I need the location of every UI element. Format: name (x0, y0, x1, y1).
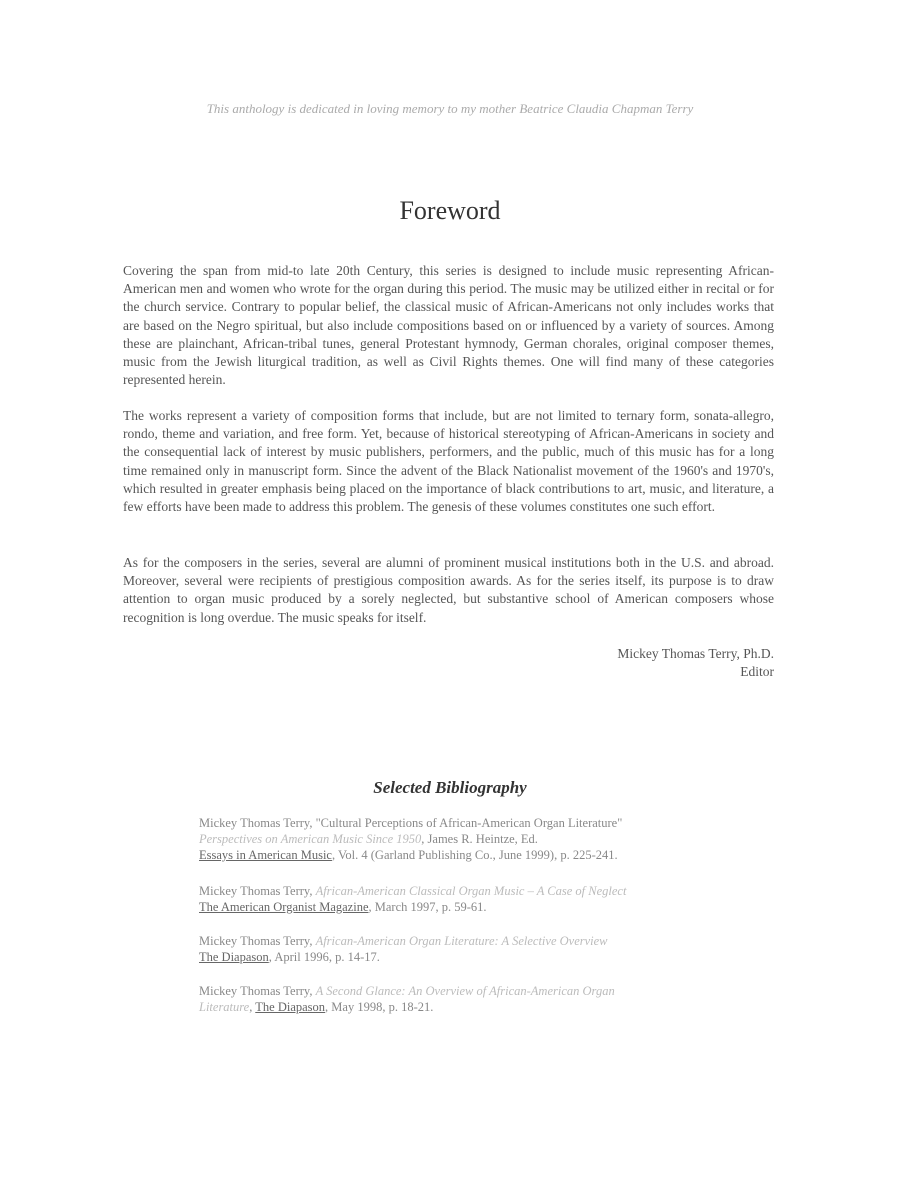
bib-entry-2-title: African-American Classical Organ Music – A Case of Neglect (315, 884, 627, 898)
bib-entry-1-line-3 (199, 847, 689, 863)
bib-entry-4-publication: The Diapason (255, 1000, 326, 1014)
bib-entry-1-details: , Vol. 4 (Garland Publishing Co., June 1999), p. 225-241. (331, 848, 618, 862)
bibliography-entry-3 (199, 933, 689, 965)
bib-entry-4-sep: , (249, 1000, 256, 1014)
dedication-line: This anthology is dedicated in loving memory to my mother Beatrice Claudia Chapman Terry (206, 101, 694, 116)
bib-entry-4-line-1 (199, 983, 689, 999)
signature-name: Mickey Thomas Terry, Ph.D. (617, 646, 774, 661)
bib-entry-1-editor: , James R. Heintze, Ed. (421, 832, 538, 846)
bib-entry-4-line-2 (199, 999, 689, 1015)
bib-entry-3-author: Mickey Thomas Terry, (199, 934, 316, 948)
bibliography-entry-2 (199, 883, 689, 915)
bib-entry-2-publication: The American Organist Magazine (199, 900, 369, 914)
bib-entry-1-line-1: Mickey Thomas Terry, "Cultural Perceptions of African-American Organ Literature" (199, 816, 623, 830)
bib-entry-3-title: African-American Organ Literature: A Selective Overview (315, 934, 608, 948)
page-title: Foreword (399, 196, 501, 225)
bib-entry-3-details: , April 1996, p. 14-17. (268, 950, 380, 964)
bib-entry-2-author: Mickey Thomas Terry, (199, 884, 316, 898)
foreword-paragraph-2: The works represent a variety of composition forms that include, but are not limited to ternary form, sonata-allegro, rondo, theme and variation, and free form. Yet, because of historical stereotyping of African-Americans in society and the consequential lack of interest by music publishers, performers, and the public, much of this music has for a long time remained only in manuscript form. Since the advent of the Black Nationalist movement of the 1960's and 1970's, which resulted in greater emphasis being placed on the importance of black contributions to art, music, and literature, a few efforts have been made to address this problem. The genesis of these volumes constitutes one such effort. (123, 408, 774, 515)
bib-entry-4-details: , May 1998, p. 18-21. (325, 1000, 434, 1014)
bib-entry-2-line-1 (199, 883, 689, 899)
foreword-paragraph-3: As for the composers in the series, several are alumni of prominent musical institutions both in the U.S. and abroad. Moreover, several were recipients of prestigious composition awards. As for the series itself, its purpose is to draw attention to organ music produced by a sorely neglected, but substantive school of American composers whose recognition is long overdue. The music speaks for itself. (123, 555, 774, 625)
bibliography-entry-4 (199, 983, 689, 1015)
bibliography-entry-1 (199, 815, 689, 863)
signature-role: Editor (740, 664, 774, 679)
bib-entry-3-line-1 (199, 933, 689, 949)
bib-entry-2-details: , March 1997, p. 59-61. (368, 900, 487, 914)
bibliography-title: Selected Bibliography (373, 778, 527, 797)
bib-entry-3-line-2 (199, 949, 689, 965)
bib-entry-4-title: A Second Glance: An Overview of African-American Organ (315, 984, 615, 998)
foreword-paragraph-1: Covering the span from mid-to late 20th Century, this series is designed to include music representing African-American men and women who wrote for the organ during this period. The music may be utilized either in recital or for the church service. Contrary to popular belief, the classical music of African-Americans not only includes works that are based on the Negro spiritual, but also include compositions based on or influenced by a variety of sources. Among these are plainchant, African-tribal tunes, general Protestant hymnody, German chorales, original composer themes, music from the Jewish liturgical tradition, as well as Civil Rights themes. One will find many of these categories represented herein. (123, 263, 774, 388)
bib-entry-1-title: Perspectives on American Music Since 1950 (199, 832, 422, 846)
bib-entry-1-publication: Essays in American Music (199, 848, 332, 862)
bib-entry-1-line-2 (199, 831, 689, 847)
bib-entry-4-author: Mickey Thomas Terry, (199, 984, 316, 998)
bib-entry-4-title-cont: Literature (199, 1000, 250, 1014)
bib-entry-3-publication: The Diapason (199, 950, 269, 964)
bib-entry-2-line-2 (199, 899, 689, 915)
